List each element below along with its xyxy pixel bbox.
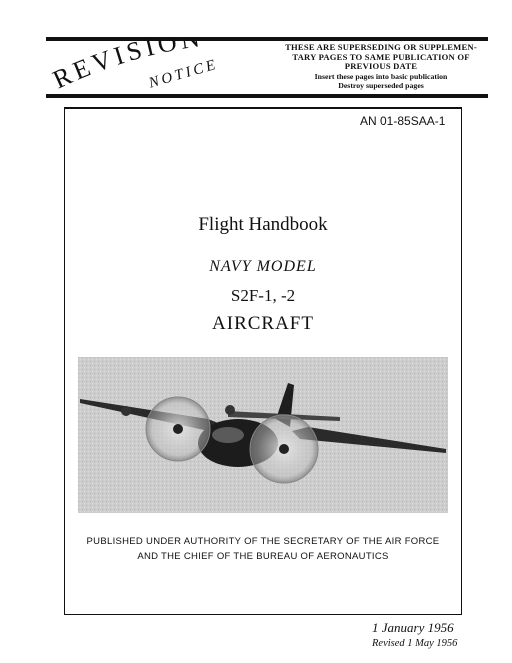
revision-date: Revised 1 May 1956 bbox=[372, 638, 458, 649]
revision-bottom-rule bbox=[46, 94, 488, 98]
revision-label: REVISION bbox=[50, 37, 206, 95]
authority-line-1: PUBLISHED UNDER AUTHORITY OF THE SECRETARY OF THE AIR FORCE bbox=[86, 536, 440, 547]
supersede-line-2: TARY PAGES TO SAME PUBLICATION OF bbox=[292, 51, 470, 62]
notice-label: NOTICE bbox=[147, 56, 221, 92]
supersede-notice bbox=[278, 43, 484, 91]
document-number: AN 01-85SAA-1 bbox=[360, 114, 446, 128]
insert-instruction: Insert these pages into basic publication bbox=[314, 71, 448, 81]
aircraft-photo bbox=[78, 357, 448, 513]
destroy-instruction: Destroy superseded pages bbox=[338, 81, 424, 90]
supersede-line-3: PREVIOUS DATE bbox=[344, 61, 418, 71]
supersede-line-1: THESE ARE SUPERSEDING OR SUPPLEMEN- bbox=[285, 42, 477, 52]
publication-date: 1 January 1956 bbox=[372, 620, 454, 635]
authority-line-2: AND THE CHIEF OF THE BUREAU OF AERONAUTICS bbox=[137, 551, 389, 562]
frame-top-bar bbox=[64, 107, 462, 109]
aircraft-designation: S2F-1, -2 bbox=[230, 286, 296, 305]
aircraft-type-line: AIRCRAFT bbox=[212, 313, 314, 334]
document-title: Flight Handbook bbox=[198, 214, 328, 235]
authority-statement bbox=[64, 534, 462, 564]
model-line: NAVY MODEL bbox=[209, 258, 317, 275]
